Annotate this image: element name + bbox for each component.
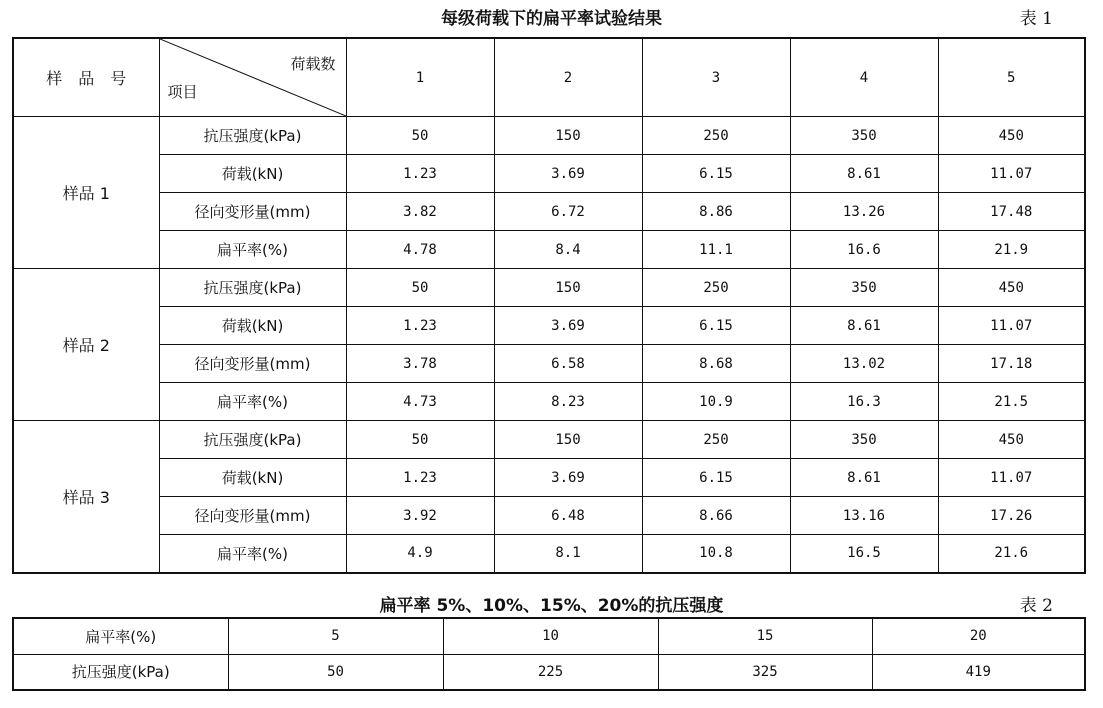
item-name: 扁平率(%) (159, 383, 346, 421)
value-cell: 325 (658, 654, 872, 690)
value-cell: 13.16 (790, 497, 938, 535)
value-cell: 6.72 (494, 193, 642, 231)
load-header: 3 (642, 38, 790, 117)
item-name: 抗压强度(kPa) (159, 421, 346, 459)
diagonal-line (160, 39, 346, 116)
value-cell: 13.02 (790, 345, 938, 383)
item-label: 项目 (167, 83, 198, 101)
value-cell: 8.61 (790, 155, 938, 193)
item-name: 荷载(kN) (159, 155, 346, 193)
value-cell: 3.92 (346, 497, 494, 535)
load-header: 1 (346, 38, 494, 117)
table1-title: 每级荷载下的扁平率试验结果 (441, 9, 662, 29)
value-cell: 8.1 (494, 535, 642, 573)
value-cell: 21.5 (938, 383, 1085, 421)
value-cell: 8.68 (642, 345, 790, 383)
table-row (13, 654, 1085, 690)
table2-label: 表 2 (1019, 596, 1053, 616)
table-row (13, 155, 1085, 193)
row-header: 抗压强度(kPa) (13, 654, 228, 690)
value-cell: 10.8 (642, 535, 790, 573)
value-cell: 8.61 (790, 459, 938, 497)
value-cell: 150 (494, 117, 642, 155)
table-row (13, 345, 1085, 383)
item-name: 径向变形量(mm) (159, 193, 346, 231)
value-cell: 21.9 (938, 231, 1085, 269)
value-cell: 225 (443, 654, 658, 690)
value-cell: 10.9 (642, 383, 790, 421)
value-cell: 3.69 (494, 155, 642, 193)
table1-label: 表 1 (1019, 9, 1053, 29)
load-header: 5 (938, 38, 1085, 117)
value-cell: 17.26 (938, 497, 1085, 535)
value-cell: 250 (642, 269, 790, 307)
table-row (13, 307, 1085, 345)
table-row (13, 618, 1085, 654)
load-header: 2 (494, 38, 642, 117)
value-cell: 1.23 (346, 459, 494, 497)
value-cell: 50 (228, 654, 443, 690)
value-cell: 16.6 (790, 231, 938, 269)
value-cell: 8.23 (494, 383, 642, 421)
value-cell: 150 (494, 269, 642, 307)
value-cell: 11.07 (938, 459, 1085, 497)
load-count-label: 荷载数 (290, 55, 336, 73)
value-cell: 4.73 (346, 383, 494, 421)
value-cell: 3.82 (346, 193, 494, 231)
value-cell: 4.9 (346, 535, 494, 573)
value-cell: 10 (443, 618, 658, 654)
value-cell: 3.69 (494, 307, 642, 345)
table2-title: 扁平率 5%、10%、15%、20%的抗压强度 (379, 596, 724, 616)
value-cell: 16.5 (790, 535, 938, 573)
item-name: 径向变形量(mm) (159, 497, 346, 535)
value-cell: 4.78 (346, 231, 494, 269)
table-row (13, 497, 1085, 535)
table-row (13, 269, 1085, 307)
row-header: 扁平率(%) (13, 618, 228, 654)
value-cell: 20 (872, 618, 1085, 654)
value-cell: 50 (346, 421, 494, 459)
sample-name: 样品 3 (13, 421, 159, 573)
value-cell: 8.86 (642, 193, 790, 231)
table-row (13, 383, 1085, 421)
sample-name: 样品 2 (13, 269, 159, 421)
table2 (12, 617, 1086, 691)
sample-name: 样品 1 (13, 117, 159, 269)
value-cell: 6.15 (642, 459, 790, 497)
item-name: 抗压强度(kPa) (159, 269, 346, 307)
value-cell: 50 (346, 117, 494, 155)
table1-caption (0, 0, 1103, 30)
value-cell: 1.23 (346, 307, 494, 345)
value-cell: 419 (872, 654, 1085, 690)
table-row (13, 459, 1085, 497)
table-row (13, 535, 1085, 573)
value-cell: 13.26 (790, 193, 938, 231)
value-cell: 450 (938, 117, 1085, 155)
value-cell: 16.3 (790, 383, 938, 421)
table-row (13, 231, 1085, 269)
value-cell: 250 (642, 421, 790, 459)
diagonal-header-cell (159, 38, 346, 117)
sample-column-header: 样 品 号 (13, 38, 159, 117)
table-row (13, 193, 1085, 231)
item-name: 扁平率(%) (159, 231, 346, 269)
value-cell: 450 (938, 269, 1085, 307)
table1 (12, 37, 1086, 574)
value-cell: 6.15 (642, 307, 790, 345)
value-cell: 50 (346, 269, 494, 307)
value-cell: 11.07 (938, 155, 1085, 193)
value-cell: 11.07 (938, 307, 1085, 345)
item-name: 荷载(kN) (159, 307, 346, 345)
value-cell: 6.58 (494, 345, 642, 383)
value-cell: 3.78 (346, 345, 494, 383)
item-name: 抗压强度(kPa) (159, 117, 346, 155)
value-cell: 8.66 (642, 497, 790, 535)
value-cell: 3.69 (494, 459, 642, 497)
value-cell: 1.23 (346, 155, 494, 193)
table-row (13, 421, 1085, 459)
value-cell: 8.4 (494, 231, 642, 269)
value-cell: 250 (642, 117, 790, 155)
table1-header-row (13, 38, 1085, 117)
value-cell: 8.61 (790, 307, 938, 345)
value-cell: 21.6 (938, 535, 1085, 573)
value-cell: 150 (494, 421, 642, 459)
item-name: 扁平率(%) (159, 535, 346, 573)
value-cell: 6.48 (494, 497, 642, 535)
value-cell: 5 (228, 618, 443, 654)
table-row (13, 117, 1085, 155)
value-cell: 6.15 (642, 155, 790, 193)
value-cell: 350 (790, 269, 938, 307)
load-header: 4 (790, 38, 938, 117)
item-name: 荷载(kN) (159, 459, 346, 497)
value-cell: 17.48 (938, 193, 1085, 231)
value-cell: 11.1 (642, 231, 790, 269)
value-cell: 450 (938, 421, 1085, 459)
value-cell: 350 (790, 117, 938, 155)
table2-caption (0, 587, 1103, 617)
item-name: 径向变形量(mm) (159, 345, 346, 383)
value-cell: 350 (790, 421, 938, 459)
value-cell: 17.18 (938, 345, 1085, 383)
value-cell: 15 (658, 618, 872, 654)
